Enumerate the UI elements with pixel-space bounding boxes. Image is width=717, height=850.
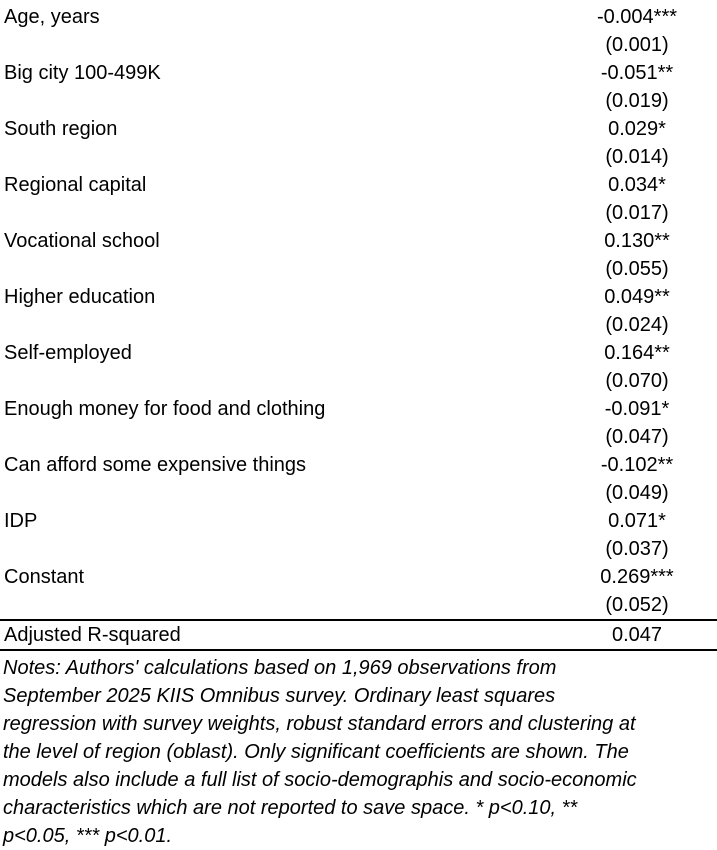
coefficient-value: -0.102**: [600, 454, 674, 476]
standard-error-row: [0, 423, 717, 451]
table-notes: [0, 651, 717, 850]
coefficient-value: -0.004***: [596, 6, 678, 28]
standard-error-row: [0, 199, 717, 227]
coefficient-value: 0.071*: [608, 510, 666, 532]
variable-label: Self-employed: [4, 342, 132, 364]
notes-line: the level of region (oblast). Only significant coefficients are shown. The: [3, 741, 629, 763]
notes-line: September 2025 KIIS Omnibus survey. Ordinary least squares: [3, 685, 556, 707]
empty-cell: [0, 31, 557, 59]
coefficient-value: 0.164**: [604, 342, 670, 364]
coefficient-value: 0.034*: [608, 174, 666, 196]
standard-error-value: (0.017): [605, 202, 669, 224]
variable-label: Age, years: [4, 6, 100, 28]
coefficient-row: [0, 451, 717, 479]
empty-cell: [0, 87, 557, 115]
coefficient-value: -0.051**: [600, 62, 674, 84]
coefficient-value: 0.029*: [608, 118, 666, 140]
empty-cell: [0, 479, 557, 507]
coefficient-row: [0, 395, 717, 423]
summary-section: [0, 620, 717, 650]
variable-label: Big city 100-499K: [4, 62, 161, 84]
standard-error-value: (0.047): [605, 426, 669, 448]
standard-error-value: (0.055): [605, 258, 669, 280]
standard-error-value: (0.019): [605, 90, 669, 112]
coefficient-row: [0, 283, 717, 311]
empty-cell: [0, 143, 557, 171]
variable-label: Enough money for food and clothing: [4, 398, 326, 420]
standard-error-row: [0, 311, 717, 339]
standard-error-value: (0.049): [605, 482, 669, 504]
standard-error-row: [0, 591, 717, 620]
standard-error-row: [0, 535, 717, 563]
standard-error-row: [0, 87, 717, 115]
variable-label: Vocational school: [4, 230, 160, 252]
coefficient-row: [0, 507, 717, 535]
variable-label: Higher education: [4, 286, 156, 308]
standard-error-value: (0.014): [605, 146, 669, 168]
empty-cell: [0, 591, 557, 620]
coefficient-value: 0.049**: [604, 286, 670, 308]
summary-row: [0, 620, 717, 650]
variable-label: Can afford some expensive things: [4, 454, 307, 476]
empty-cell: [0, 255, 557, 283]
coefficient-row: [0, 59, 717, 87]
coefficient-value: 0.269***: [600, 566, 674, 588]
variable-label: Regional capital: [4, 174, 147, 196]
notes-line: characteristics which are not reported to save space. * p<0.10, **: [3, 797, 578, 819]
standard-error-value: (0.024): [605, 314, 669, 336]
coefficient-value: -0.091*: [604, 398, 670, 420]
coefficient-value: 0.130**: [604, 230, 670, 252]
notes-line: regression with survey weights, robust standard errors and clustering at: [3, 713, 636, 735]
empty-cell: [0, 423, 557, 451]
coefficient-row: [0, 227, 717, 255]
coefficient-row: [0, 339, 717, 367]
standard-error-row: [0, 31, 717, 59]
empty-cell: [0, 367, 557, 395]
coefficient-row: [0, 3, 717, 31]
standard-error-value: (0.001): [605, 34, 669, 56]
standard-error-row: [0, 143, 717, 171]
summary-value: 0.047: [557, 620, 717, 650]
standard-error-row: [0, 367, 717, 395]
notes-line: Notes: Authors' calculations based on 1,969 observations from: [3, 657, 557, 679]
summary-label: Adjusted R-squared: [0, 620, 557, 650]
notes-line: p<0.05, *** p<0.01.: [3, 825, 173, 847]
variable-label: South region: [4, 118, 118, 140]
empty-cell: [0, 535, 557, 563]
empty-cell: [0, 199, 557, 227]
variable-label: IDP: [4, 510, 38, 532]
coefficient-row: [0, 115, 717, 143]
notes-line: models also include a full list of socio-demographis and socio-economic: [3, 769, 637, 791]
standard-error-value: (0.052): [605, 594, 669, 616]
regression-table: [0, 3, 717, 651]
standard-error-value: (0.070): [605, 370, 669, 392]
variable-label: Constant: [4, 566, 85, 588]
coefficient-row: [0, 563, 717, 591]
empty-cell: [0, 311, 557, 339]
standard-error-row: [0, 479, 717, 507]
standard-error-row: [0, 255, 717, 283]
coefficients-body: [0, 3, 717, 620]
coefficient-row: [0, 171, 717, 199]
standard-error-value: (0.037): [605, 538, 669, 560]
